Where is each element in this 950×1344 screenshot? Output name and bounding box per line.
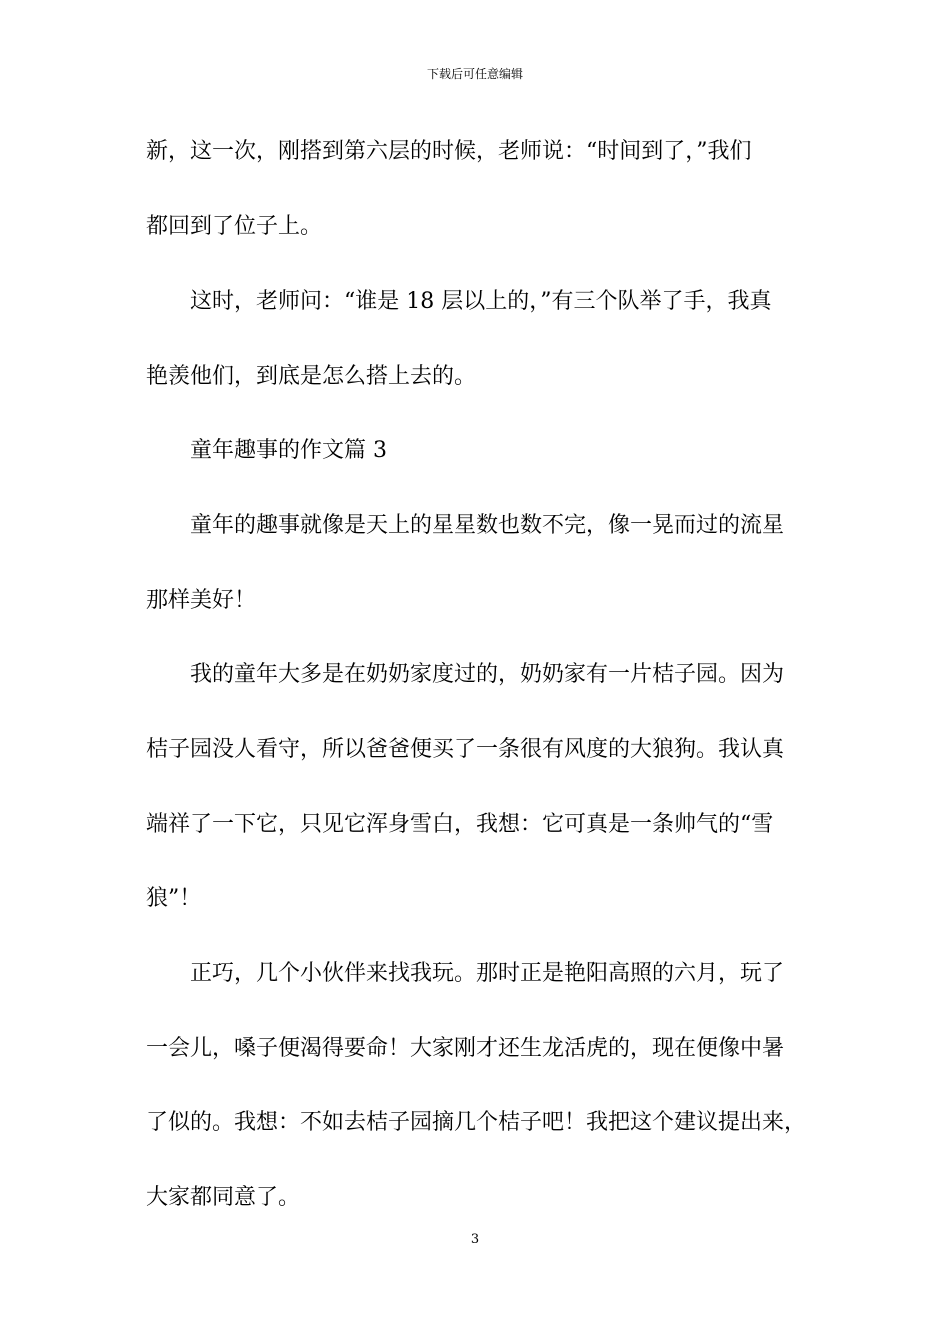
text-line: 童年的趣事就像是天上的星星数也数不完，像一晃而过的流星 — [190, 513, 785, 538]
text-line: 桔子园没人看守，所以爸爸便买了一条很有风度的大狼狗。我认真 — [146, 737, 785, 762]
text-line: 了似的。我想：不如去桔子园摘几个桔子吧！我把这个建议提出来， — [146, 1110, 807, 1135]
text-line: 正巧，几个小伙伴来找我玩。那时正是艳阳高照的六月，玩了 — [190, 961, 785, 986]
text-line: 端祥了一下它，只见它浑身雪白，我想：它可真是一条帅气的“雪 — [146, 812, 774, 837]
section-heading: 童年趣事的作文篇 3 — [190, 438, 387, 463]
text-line: 新，这一次，刚搭到第六层的时候，老师说：“时间到了，”我们 — [146, 139, 752, 164]
text-line: 那样美好！ — [146, 588, 257, 613]
text-line: 我的童年大多是在奶奶家度过的，奶奶家有一片桔子园。因为 — [190, 662, 785, 687]
text-line: 大家都同意了。 — [146, 1185, 301, 1210]
text-line: 艳羡他们，到底是怎么搭上去的。 — [146, 364, 477, 389]
text-line: 这时，老师问：“谁是 18 层以上的，”有三个队举了手，我真 — [190, 289, 772, 314]
header-note: 下载后可任意编辑 — [426, 67, 523, 81]
page-number: 3 — [470, 1232, 480, 1247]
text-line: 狼”！ — [146, 886, 202, 911]
text-line: 一会儿，嗓子便渴得要命！大家刚才还生龙活虎的，现在便像中暑 — [146, 1036, 785, 1061]
text-line: 都回到了位子上。 — [146, 214, 323, 239]
